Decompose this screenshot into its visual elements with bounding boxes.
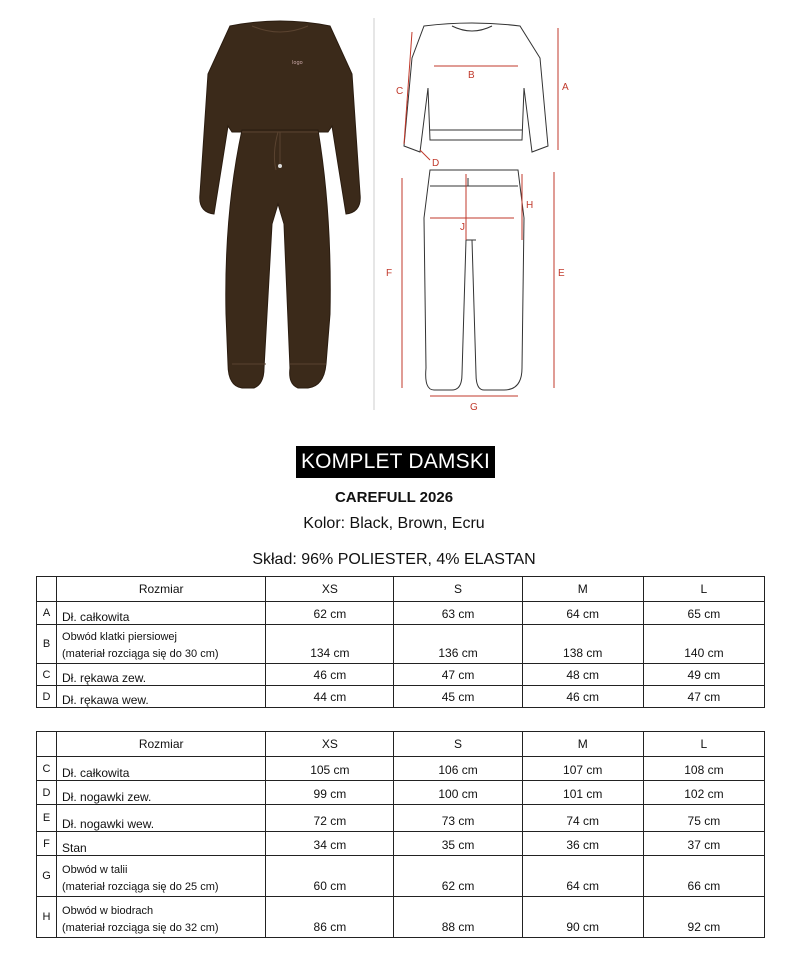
value-cell: 106 cm bbox=[394, 757, 522, 781]
diagram-label-h: H bbox=[526, 200, 534, 211]
row-letter: D bbox=[37, 686, 57, 708]
value-cell: 92 cm bbox=[643, 897, 764, 938]
value-cell: 34 cm bbox=[266, 832, 394, 856]
value-cell: 136 cm bbox=[394, 625, 522, 664]
value-cell: 46 cm bbox=[266, 664, 394, 686]
value-cell: 47 cm bbox=[643, 686, 764, 708]
table-cell bbox=[37, 732, 57, 757]
value-cell: 107 cm bbox=[522, 757, 643, 781]
table-row bbox=[37, 856, 765, 897]
diagram-label-d: D bbox=[432, 158, 440, 169]
header-size: XS bbox=[266, 577, 394, 602]
row-note: (materiał rozciąga się do 30 cm) bbox=[62, 648, 219, 660]
value-cell: 36 cm bbox=[522, 832, 643, 856]
table-row bbox=[37, 781, 765, 805]
row-label-cell bbox=[57, 625, 266, 664]
table-row bbox=[37, 602, 765, 625]
value-cell: 62 cm bbox=[266, 602, 394, 625]
diagram-label-e: E bbox=[558, 268, 565, 279]
row-letter: C bbox=[37, 664, 57, 686]
value-cell: 105 cm bbox=[266, 757, 394, 781]
header-size: S bbox=[394, 732, 522, 757]
table-row bbox=[37, 686, 765, 708]
value-cell: 73 cm bbox=[394, 805, 522, 832]
value-cell: 75 cm bbox=[643, 805, 764, 832]
value-cell: 86 cm bbox=[266, 897, 394, 938]
value-cell: 47 cm bbox=[394, 664, 522, 686]
bottom-size-table bbox=[36, 731, 765, 938]
row-label: Obwód klatki piersiowej bbox=[62, 631, 177, 643]
table-row bbox=[37, 805, 765, 832]
value-cell: 134 cm bbox=[266, 625, 394, 664]
table-header-row bbox=[37, 577, 765, 602]
value-cell: 48 cm bbox=[522, 664, 643, 686]
svg-text:logo: logo bbox=[292, 60, 303, 66]
diagram-label-f: F bbox=[386, 268, 393, 279]
value-cell: 45 cm bbox=[394, 686, 522, 708]
header-size: M bbox=[522, 732, 643, 757]
value-cell: 72 cm bbox=[266, 805, 394, 832]
table-row bbox=[37, 664, 765, 686]
row-letter: A bbox=[37, 602, 57, 625]
header-size: S bbox=[394, 577, 522, 602]
header-size: L bbox=[643, 577, 764, 602]
value-cell: 35 cm bbox=[394, 832, 522, 856]
table-cell bbox=[37, 577, 57, 602]
row-label: Dł. rękawa zew. bbox=[57, 664, 266, 686]
value-cell: 108 cm bbox=[643, 757, 764, 781]
header-size: L bbox=[643, 732, 764, 757]
table-row bbox=[37, 832, 765, 856]
diagram-label-j: J bbox=[460, 222, 465, 233]
value-cell: 65 cm bbox=[643, 602, 764, 625]
diagram-label-g: G bbox=[470, 402, 478, 410]
row-label: Obwód w biodrach bbox=[62, 905, 154, 917]
value-cell: 64 cm bbox=[522, 856, 643, 897]
value-cell: 138 cm bbox=[522, 625, 643, 664]
table-row bbox=[37, 757, 765, 781]
header-rozmiar: Rozmiar bbox=[57, 577, 266, 602]
product-title: KOMPLET DAMSKI bbox=[296, 446, 495, 478]
row-label: Dł. nogawki zew. bbox=[57, 781, 266, 805]
value-cell: 62 cm bbox=[394, 856, 522, 897]
row-label: Dł. całkowita bbox=[57, 602, 266, 625]
value-cell: 64 cm bbox=[522, 602, 643, 625]
diagram-label-b: B bbox=[468, 70, 475, 81]
measurement-diagram bbox=[372, 18, 582, 410]
collection-name: CAREFULL 2026 bbox=[334, 489, 454, 506]
value-cell: 44 cm bbox=[266, 686, 394, 708]
row-label: Obwód w talii bbox=[62, 864, 128, 876]
value-cell: 99 cm bbox=[266, 781, 394, 805]
row-label: Stan bbox=[57, 832, 266, 856]
table-header-row bbox=[37, 732, 765, 757]
value-cell: 46 cm bbox=[522, 686, 643, 708]
row-letter: B bbox=[37, 625, 57, 664]
row-label-cell bbox=[57, 856, 266, 897]
value-cell: 140 cm bbox=[643, 625, 764, 664]
composition-line: Skład: 96% POLIESTER, 4% ELASTAN bbox=[252, 551, 536, 568]
color-line: Kolor: Black, Brown, Ecru bbox=[303, 515, 485, 532]
row-label: Dł. nogawki wew. bbox=[57, 805, 266, 832]
top-size-table bbox=[36, 576, 765, 708]
value-cell: 37 cm bbox=[643, 832, 764, 856]
table-row bbox=[37, 625, 765, 664]
value-cell: 88 cm bbox=[394, 897, 522, 938]
row-letter: E bbox=[37, 805, 57, 832]
header-size: M bbox=[522, 577, 643, 602]
diagram-label-c: C bbox=[396, 86, 404, 97]
value-cell: 60 cm bbox=[266, 856, 394, 897]
row-label: Dł. rękawa wew. bbox=[57, 686, 266, 708]
row-letter: D bbox=[37, 781, 57, 805]
value-cell: 90 cm bbox=[522, 897, 643, 938]
row-letter: C bbox=[37, 757, 57, 781]
row-label: Dł. całkowita bbox=[57, 757, 266, 781]
row-label-cell bbox=[57, 897, 266, 938]
value-cell: 101 cm bbox=[522, 781, 643, 805]
value-cell: 63 cm bbox=[394, 602, 522, 625]
header-rozmiar: Rozmiar bbox=[57, 732, 266, 757]
value-cell: 49 cm bbox=[643, 664, 764, 686]
value-cell: 74 cm bbox=[522, 805, 643, 832]
row-note: (materiał rozciąga się do 32 cm) bbox=[62, 922, 219, 934]
product-photo bbox=[192, 14, 368, 398]
value-cell: 102 cm bbox=[643, 781, 764, 805]
value-cell: 100 cm bbox=[394, 781, 522, 805]
row-letter: F bbox=[37, 832, 57, 856]
diagram-label-a: A bbox=[562, 82, 569, 93]
header-size: XS bbox=[266, 732, 394, 757]
table-row bbox=[37, 897, 765, 938]
row-letter: G bbox=[37, 856, 57, 897]
row-note: (materiał rozciąga się do 25 cm) bbox=[62, 881, 219, 893]
value-cell: 66 cm bbox=[643, 856, 764, 897]
row-letter: H bbox=[37, 897, 57, 938]
